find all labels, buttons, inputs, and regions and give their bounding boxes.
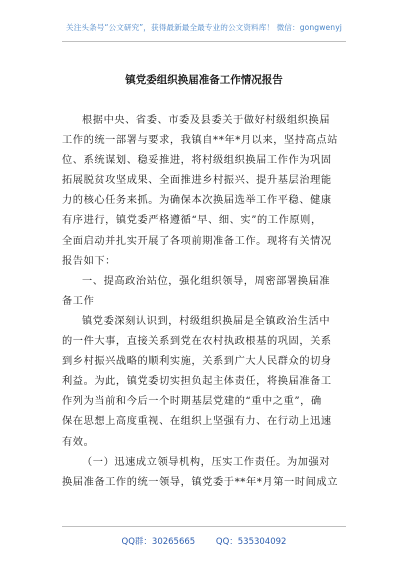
section-heading-line: 一、提高政治站位，强化组织领导，周密部署换届准 [82, 275, 331, 287]
footer-divider [62, 526, 346, 527]
body-line: 根据中央、省委、市委及县委关于做好村级组织换届 [82, 115, 331, 126]
body-line: 保在思想上高度重视、在组织上坚强有力、在行动上迅速 [62, 416, 332, 428]
document-title: 镇党委组织换届准备工作情况报告 [125, 74, 283, 86]
body-line: 换届准备工作的统一领导，镇党委于**年*月第一时间成立 [62, 476, 338, 488]
footer-qq-number: QQ：535304092 [215, 537, 287, 547]
body-line: 有序进行，镇党委严格遵循“早、细、实”的工作原则， [62, 215, 322, 227]
body-line: 力的核心任务来抓。为确保本次换届选举工作平稳、健康 [62, 195, 332, 207]
body-line: 镇党委深刻认识到，村级组织换届是全镇政治生活中 [82, 315, 331, 327]
section-heading-line: 备工作 [62, 295, 95, 307]
body-line: 作列为当前和今后一个时期基层党建的“重中之重”，确 [62, 396, 322, 408]
body-line: 到乡村振兴战略的顺利实施，关系到广大人民群众的切身 [62, 356, 332, 368]
body-line: 报告如下： [62, 255, 116, 267]
footer-contact [0, 535, 408, 547]
document-body [62, 111, 346, 493]
subsection-line: （一）迅速成立领导机构，压实工作责任。为加强对 [82, 456, 331, 468]
body-line: 位、系统谋划、稳妥推进，将村级组织换届工作作为巩固 [62, 155, 332, 167]
body-line: 的一件大事，直接关系到党在农村执政根基的巩固，关系 [62, 336, 332, 348]
header-divider [62, 41, 346, 42]
body-line: 拓展脱贫攻坚成果、全面推进乡村振兴、提升基层治理能 [62, 175, 332, 187]
body-line: 有效。 [62, 436, 95, 448]
header-promo-note: 关注头条号“公文研究”，获得最新最全最专业的公文资料库！ 微信：gongwenyj [66, 23, 342, 32]
body-line: 工作的统一部署与要求，我镇自**年*月以来，坚持高点站 [62, 135, 338, 147]
body-line: 利益。为此，镇党委切实担负起主体责任，将换届准备工 [62, 376, 332, 388]
body-line: 全面启动并扎实开展了各项前期准备工作。现将有关情况 [62, 235, 332, 247]
footer-qq-group: QQ群：30265665 [121, 537, 196, 547]
